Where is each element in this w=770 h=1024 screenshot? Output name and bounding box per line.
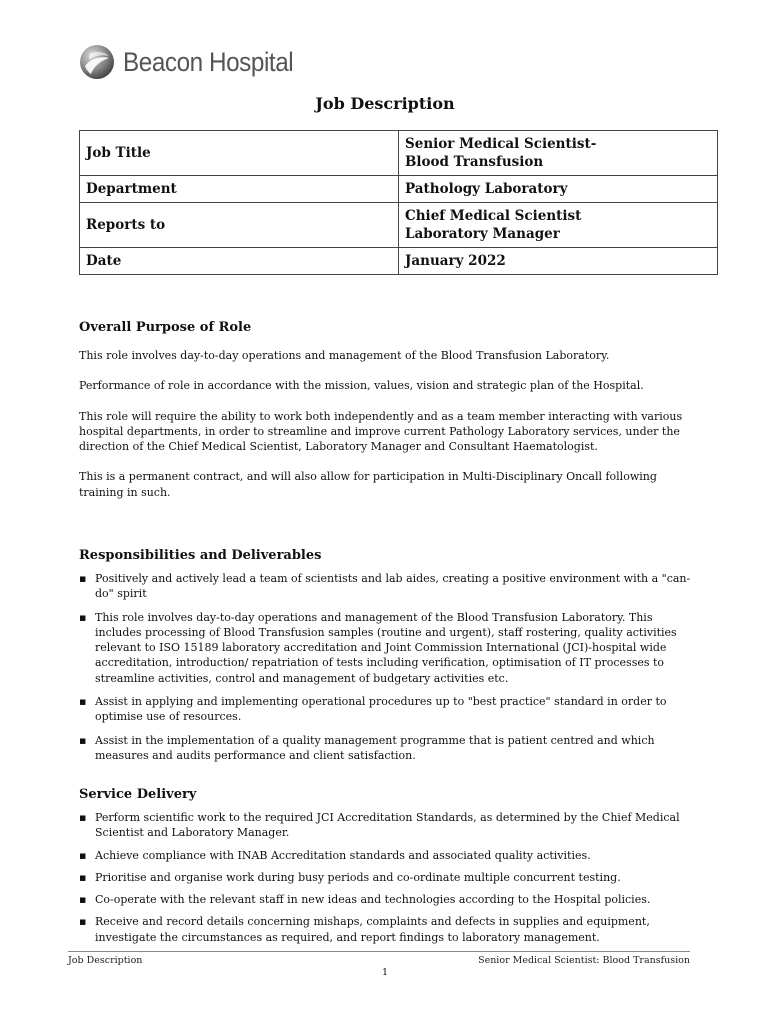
value-line: Pathology Laboratory	[405, 181, 568, 197]
table-row	[80, 248, 718, 275]
row-key: Reports to	[80, 203, 399, 248]
paragraph: This role involves day-to-day operations and management of the Blood Transfusion Laboratory.	[79, 349, 610, 362]
list-item: ▪ Achieve compliance with INAB Accreditation standards and associated quality activities.	[79, 848, 699, 863]
document-title: Job Description	[315, 94, 455, 113]
value-line: Laboratory Manager	[405, 226, 560, 242]
row-value	[399, 131, 718, 176]
service-delivery-list	[79, 810, 699, 945]
list-item: ▪ Co-operate with the relevant staff in new ideas and technologies according to the Hospital policies.	[79, 892, 699, 907]
responsibilities-list	[79, 571, 699, 763]
list-item: ▪ Positively and actively lead a team of scientists and lab aides, creating a positive environment with a "can-do" spirit	[79, 571, 699, 602]
footer-right-text: Senior Medical Scientist: Blood Transfusion	[478, 955, 690, 966]
section-heading: Overall Purpose of Role	[79, 320, 252, 335]
logo-text: Beacon Hospital	[123, 46, 294, 77]
row-value	[399, 176, 718, 203]
value-line: Senior Medical Scientist-	[405, 136, 597, 152]
row-value	[399, 248, 718, 275]
value-line: Chief Medical Scientist	[405, 208, 582, 224]
table-row	[80, 176, 718, 203]
footer-divider	[68, 951, 690, 952]
row-key: Department	[80, 176, 399, 203]
section-heading: Service Delivery	[79, 787, 197, 802]
value-line: Blood Transfusion	[405, 154, 544, 170]
table-row	[80, 131, 718, 176]
paragraph: This role will require the ability to work both independently and as a team member interacting with various hospital departments, in order to streamline and improve current Pathology Laboratory services, under the direction of the Chief Medical Scientist, Laboratory Manager and Consultant Haematologist.	[79, 409, 683, 454]
row-key: Job Title	[80, 131, 399, 176]
value-line: January 2022	[405, 253, 506, 269]
row-value	[399, 203, 718, 248]
job-info-table	[79, 130, 718, 275]
list-item: ▪ This role involves day-to-day operations and management of the Blood Transfusion Laboratory. This includes processing of Blood Transfusion samples (routine and urgent), staff rostering, quality activities relevant to ISO 15189 laboratory accreditation and Joint Commission International (JCI)-hospital wide accreditation, introduction/ repatriation of tests including verification, optimisation of IT processes to streamline activities, control and management of budgetary activities etc.	[79, 610, 699, 686]
list-item: ▪ Receive and record details concerning mishaps, complaints and defects in supplies and equipment, investigate the circumstances as required, and report findings to laboratory management.	[79, 914, 699, 945]
row-key: Date	[80, 248, 399, 275]
list-item: ▪ Assist in the implementation of a quality management programme that is patient centred and which measures and audits performance and client satisfaction.	[79, 733, 699, 764]
table-row	[80, 203, 718, 248]
page-number: 1	[381, 967, 389, 978]
list-item: ▪ Prioritise and organise work during busy periods and co-ordinate multiple concurrent testing.	[79, 870, 699, 885]
responsibilities-section	[79, 548, 699, 763]
paragraph: This is a permanent contract, and will also allow for participation in Multi-Disciplinary Oncall following training in such.	[79, 470, 657, 499]
service-delivery-section	[79, 787, 699, 945]
paragraph: Performance of role in accordance with the mission, values, vision and strategic plan of the Hospital.	[79, 379, 644, 393]
list-item: ▪ Perform scientific work to the required JCI Accreditation Standards, as determined by the Chief Medical Scientist and Laboratory Manager.	[79, 810, 699, 841]
footer-left-text: Job Description	[68, 955, 143, 966]
list-item: ▪ Assist in applying and implementing operational procedures up to "best practice" standard in order to optimise use of resources.	[79, 694, 699, 725]
hospital-logo	[79, 44, 312, 80]
section-heading: Responsibilities and Deliverables	[79, 548, 322, 563]
overall-purpose-section	[79, 320, 699, 500]
beacon-logo-icon	[79, 44, 115, 80]
